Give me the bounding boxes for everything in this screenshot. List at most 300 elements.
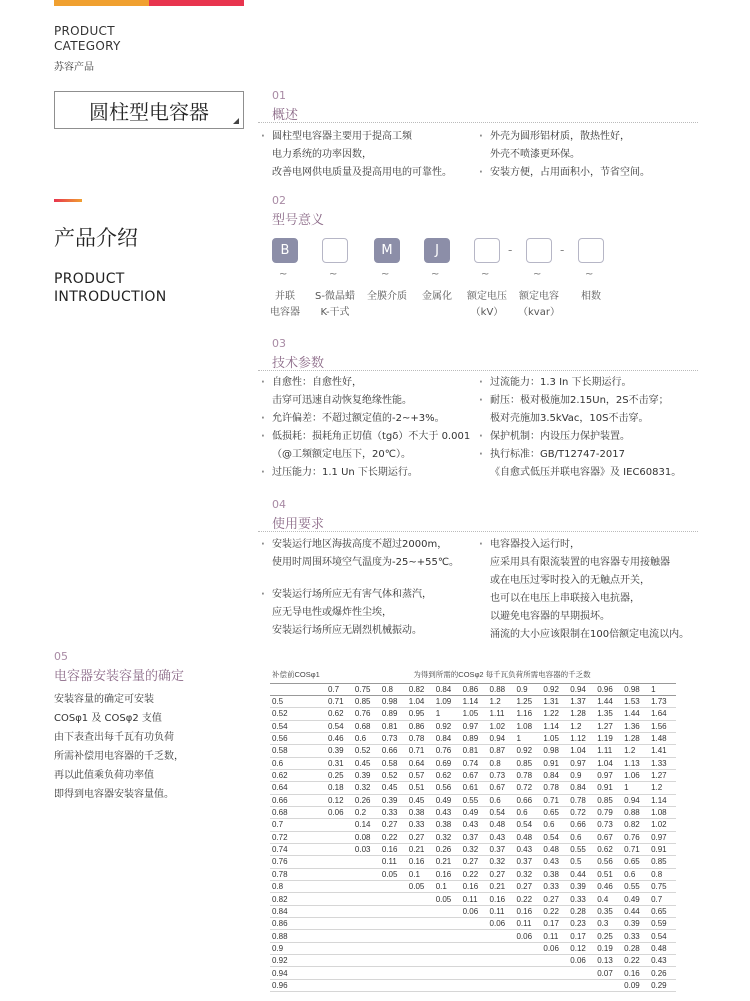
table-cell: 0.11 — [541, 930, 568, 942]
table-cell: 1.2 — [568, 720, 595, 732]
table-cell: 0.05 — [434, 893, 461, 905]
table-cell: 0.58 — [270, 745, 326, 757]
table-cell: 0.76 — [270, 856, 326, 868]
table-cell: 0.25 — [326, 769, 353, 781]
table-cell: 1.02 — [488, 720, 515, 732]
table-cell: 0.96 — [270, 979, 326, 991]
table-cell: 1.08 — [514, 720, 541, 732]
table-cell: 1.35 — [595, 708, 622, 720]
table-cell: 0.62 — [595, 843, 622, 855]
table-cell — [380, 955, 407, 967]
table-cell: 0.35 — [595, 905, 622, 917]
list-item: 电力系统的功率因数， — [272, 149, 372, 160]
table-cell: 1.44 — [622, 708, 649, 720]
table-cell: 0.76 — [353, 708, 380, 720]
table-cell: 0.27 — [514, 881, 541, 893]
table-cell: 0.67 — [595, 831, 622, 843]
table-row — [270, 905, 676, 917]
table-cell — [541, 979, 568, 991]
table-cell: 0.86 — [407, 720, 434, 732]
table-cell: 0.32 — [514, 868, 541, 880]
list-item: · 过流能力：1.3 In 下长期运行。 — [477, 374, 697, 392]
list-item: · 自愈性：自愈性好， — [259, 374, 477, 392]
table-cell — [326, 979, 353, 991]
tilde-mark: ~ — [381, 269, 390, 280]
table-cell: 1.06 — [622, 769, 649, 781]
table-cell: 0.5 — [568, 856, 595, 868]
table-cell: 0.56 — [595, 856, 622, 868]
table-cell: 0.28 — [622, 942, 649, 954]
table-cell: 0.07 — [595, 967, 622, 979]
section-01-divider — [258, 122, 698, 123]
table-cell — [407, 955, 434, 967]
table-cell: 0.78 — [270, 868, 326, 880]
table-row — [270, 708, 676, 720]
table-cell: 1.02 — [649, 819, 676, 831]
table-cell: 0.75 — [649, 881, 676, 893]
table-cell: 0.67 — [461, 769, 488, 781]
table-cell: 0.45 — [353, 757, 380, 769]
table-cell — [434, 955, 461, 967]
table-cell: 0.97 — [649, 831, 676, 843]
table-cell — [461, 979, 488, 991]
table-cell: 0.9 — [270, 942, 326, 954]
table-cell: 0.16 — [622, 967, 649, 979]
table-cell: 1.27 — [595, 720, 622, 732]
table-cell: 0.59 — [649, 918, 676, 930]
table-cell — [353, 967, 380, 979]
table-cell: 0.78 — [407, 732, 434, 744]
table-cell: 0.45 — [380, 782, 407, 794]
table-cell — [326, 930, 353, 942]
table-cell-cos2: 0.86 — [461, 683, 488, 695]
table-cell: 0.94 — [488, 732, 515, 744]
table-cell: 0.43 — [434, 806, 461, 818]
table-cell — [326, 918, 353, 930]
list-item: 涌流的大小应该限制在100倍额定电流以内。 — [490, 629, 690, 640]
list-item: · 保护机制：内设压力保护装置。 — [477, 428, 697, 446]
list-item: 安装运行场所应无剧烈机械振动。 — [272, 625, 422, 636]
table-cell — [514, 955, 541, 967]
table-cell: 0.85 — [595, 794, 622, 806]
table-cell: 0.16 — [461, 881, 488, 893]
table-cell: 1.11 — [488, 708, 515, 720]
table-cell: 0.39 — [380, 794, 407, 806]
tilde-mark: ~ — [585, 269, 594, 280]
list-item: · 电容器投入运行时， — [477, 536, 702, 554]
table-cell: 0.05 — [407, 881, 434, 893]
list-item: 应无导电性或爆炸性尘埃， — [272, 607, 392, 618]
table-row — [270, 769, 676, 781]
table-cell: 0.55 — [568, 843, 595, 855]
table-cell — [488, 955, 515, 967]
table-cell — [434, 918, 461, 930]
table-row — [270, 942, 676, 954]
table-cell: 0.21 — [488, 881, 515, 893]
table-cell: 0.85 — [649, 856, 676, 868]
table-cell — [434, 930, 461, 942]
table-cell: 0.61 — [461, 782, 488, 794]
table-row — [270, 782, 676, 794]
table-cell: 0.88 — [270, 930, 326, 942]
table-cell-cos2: 0.9 — [514, 683, 541, 695]
model-label-film: 全膜介质 — [367, 291, 407, 302]
table-cell: 0.43 — [514, 843, 541, 855]
table-cell — [353, 905, 380, 917]
table-cell: 0.39 — [326, 745, 353, 757]
table-cell: 0.51 — [595, 868, 622, 880]
table-cell: 0.67 — [488, 782, 515, 794]
list-item: · 执行标准：GB/T12747-2017 — [477, 446, 697, 464]
table-cell: 0.43 — [488, 831, 515, 843]
table-cell: 0.71 — [541, 794, 568, 806]
section-02-number: 02 — [272, 194, 286, 207]
table-cell: 0.65 — [622, 856, 649, 868]
table-cell: 0.54 — [514, 819, 541, 831]
intro-title-cn: 产品介绍 — [54, 226, 138, 250]
table-cell — [407, 979, 434, 991]
table-row — [270, 881, 676, 893]
table-cell: 0.43 — [461, 819, 488, 831]
table-cell: 0.62 — [270, 769, 326, 781]
table-cell: 0.11 — [514, 918, 541, 930]
table-cell: 0.95 — [407, 708, 434, 720]
table-cell: 0.22 — [514, 893, 541, 905]
intro-title-en: PRODUCT INTRODUCTION — [54, 271, 167, 305]
list-item: 外壳不喷漆更环保。 — [490, 149, 580, 160]
model-label-phase: 相数 — [581, 291, 601, 302]
table-cell: 1 — [622, 782, 649, 794]
table-cell: 0.6 — [353, 732, 380, 744]
list-item: · 安装方便，占用面积小，节省空间。 — [477, 164, 697, 182]
table-row-cos2 — [270, 683, 676, 695]
table-cell — [380, 918, 407, 930]
table-cell: 0.8 — [488, 757, 515, 769]
tilde-mark: ~ — [481, 269, 490, 280]
section-05-text: 安装容量的确定可安装 COSφ1 及 COSφ2 支值 由下表查出每千瓦有功负荷 所需补偿用电容器的千乏数， 再以此值乘负荷功率值 即得到电容器安装容量值。 — [54, 694, 184, 800]
top-accent-bar — [54, 0, 244, 6]
table-cell — [407, 905, 434, 917]
table-cell: 0.6 — [541, 819, 568, 831]
list-item: 使用时周围环境空气温度为-25~+55℃。 — [272, 557, 460, 568]
section-02-title: 型号意义 — [272, 213, 325, 228]
table-cell: 0.74 — [270, 843, 326, 855]
table-cell — [380, 979, 407, 991]
table-cell — [434, 942, 461, 954]
table-cell: 0.52 — [380, 769, 407, 781]
tilde-mark: ~ — [533, 269, 542, 280]
table-cell: 1.08 — [649, 806, 676, 818]
table-cell: 0.49 — [461, 806, 488, 818]
table-cell — [270, 683, 326, 695]
table-cell: 0.45 — [407, 794, 434, 806]
model-box-j: J — [424, 238, 450, 263]
table-cell — [326, 843, 353, 855]
table-cell: 0.49 — [434, 794, 461, 806]
table-cell: 0.66 — [568, 819, 595, 831]
table-cell: 0.88 — [622, 806, 649, 818]
table-cell-cos2: 0.8 — [380, 683, 407, 695]
section-01-title: 概述 — [272, 108, 299, 123]
table-cell — [407, 918, 434, 930]
table-cell: 0.33 — [407, 819, 434, 831]
table-row — [270, 843, 676, 855]
table-cell — [326, 942, 353, 954]
table-cell: 0.39 — [353, 769, 380, 781]
table-header-cos1: 补偿前COSφ1 — [270, 666, 326, 683]
table-cell: 0.66 — [380, 745, 407, 757]
table-cell: 0.55 — [622, 881, 649, 893]
table-cell: 0.06 — [514, 930, 541, 942]
table-cell: 0.76 — [434, 745, 461, 757]
corner-triangle-icon — [233, 118, 239, 124]
product-title: 圆柱型电容器 — [54, 91, 244, 129]
table-cell: 1.25 — [514, 695, 541, 707]
table-cell — [353, 979, 380, 991]
table-cell: 0.27 — [541, 893, 568, 905]
table-cell — [380, 967, 407, 979]
table-cell: 0.48 — [541, 843, 568, 855]
table-cell: 0.06 — [568, 955, 595, 967]
model-label-dielectric: S-微晶蜡 K-干式 — [315, 291, 355, 318]
table-cell — [326, 856, 353, 868]
table-cell: 0.33 — [622, 930, 649, 942]
tilde-mark: ~ — [279, 269, 288, 280]
table-cell: 1.13 — [622, 757, 649, 769]
table-cell: 0.97 — [568, 757, 595, 769]
table-row — [270, 720, 676, 732]
table-cell: 0.27 — [488, 868, 515, 880]
table-cell — [434, 967, 461, 979]
table-cell: 0.06 — [461, 905, 488, 917]
table-cell: 0.06 — [488, 918, 515, 930]
table-cell: 0.98 — [380, 695, 407, 707]
intro-accent-line — [54, 199, 82, 202]
table-cell: 0.18 — [326, 782, 353, 794]
table-cell: 0.54 — [326, 720, 353, 732]
table-cell: 0.66 — [270, 794, 326, 806]
table-cell: 0.38 — [541, 868, 568, 880]
table-cell: 0.46 — [326, 732, 353, 744]
table-cell — [568, 979, 595, 991]
table-cell: 0.06 — [541, 942, 568, 954]
list-item: 以避免电容器的早期损坏。 — [490, 611, 610, 622]
table-cell: 0.32 — [461, 843, 488, 855]
table-row — [270, 806, 676, 818]
table-cell: 0.91 — [649, 843, 676, 855]
table-cell: 0.27 — [407, 831, 434, 843]
category-cn: 苏容产品 — [54, 62, 94, 73]
table-cell: 0.16 — [514, 905, 541, 917]
table-cell: 0.19 — [595, 942, 622, 954]
table-cell-cos2: 0.92 — [541, 683, 568, 695]
table-cell: 1.04 — [568, 745, 595, 757]
table-cell: 0.33 — [541, 881, 568, 893]
table-cell: 0.85 — [514, 757, 541, 769]
section-04-title: 使用要求 — [272, 517, 325, 532]
table-cell: 0.66 — [514, 794, 541, 806]
list-item: · 圆柱型电容器主要用于提高工频 — [259, 128, 474, 146]
table-cell: 0.2 — [353, 806, 380, 818]
table-cell: 0.6 — [568, 831, 595, 843]
table-row — [270, 856, 676, 868]
list-item: · 过压能力：1.1 Un 下长期运行。 — [259, 464, 477, 482]
section-04-right-list — [477, 536, 702, 644]
table-cell: 1.2 — [649, 782, 676, 794]
table-row — [270, 893, 676, 905]
list-item: 应采用具有限流装置的电容器专用接触器 — [490, 557, 670, 568]
table-row — [270, 831, 676, 843]
table-cell — [541, 955, 568, 967]
table-cell: 0.84 — [541, 769, 568, 781]
table-cell — [407, 942, 434, 954]
table-cell: 0.11 — [488, 905, 515, 917]
table-cell — [326, 905, 353, 917]
table-cell — [461, 955, 488, 967]
table-cell: 0.56 — [434, 782, 461, 794]
table-cell: 0.14 — [353, 819, 380, 831]
list-item: · 耐压：极对极施加2.15Un，2S不击穿； — [477, 392, 697, 410]
table-cell: 0.28 — [568, 905, 595, 917]
model-box-dielectric — [322, 238, 348, 263]
table-row — [270, 757, 676, 769]
table-cell: 1.14 — [649, 794, 676, 806]
table-cell: 0.79 — [595, 806, 622, 818]
table-cell — [514, 979, 541, 991]
table-cell: 0.91 — [541, 757, 568, 769]
table-cell — [434, 905, 461, 917]
table-cell: 1.05 — [541, 732, 568, 744]
table-cell: 0.62 — [326, 708, 353, 720]
table-cell — [326, 819, 353, 831]
table-cell: 0.81 — [461, 745, 488, 757]
table-cell-cos2: 0.82 — [407, 683, 434, 695]
table-row — [270, 794, 676, 806]
table-cell: 0.43 — [649, 955, 676, 967]
table-cell: 0.37 — [461, 831, 488, 843]
table-cell: 1.33 — [649, 757, 676, 769]
table-cell: 0.48 — [514, 831, 541, 843]
table-cell: 0.9 — [568, 769, 595, 781]
table-cell: 0.58 — [380, 757, 407, 769]
table-cell-cos2: 0.96 — [595, 683, 622, 695]
table-cell — [380, 905, 407, 917]
table-cell: 0.23 — [568, 918, 595, 930]
capacitor-table — [270, 666, 676, 992]
table-cell: 0.11 — [461, 893, 488, 905]
table-cell: 0.03 — [353, 843, 380, 855]
table-row — [270, 918, 676, 930]
table-cell: 0.49 — [622, 893, 649, 905]
table-cell: 0.38 — [434, 819, 461, 831]
table-cell-cos2: 0.98 — [622, 683, 649, 695]
table-cell: 1.11 — [595, 745, 622, 757]
table-row — [270, 955, 676, 967]
table-cell: 1.04 — [407, 695, 434, 707]
table-cell: 0.91 — [595, 782, 622, 794]
table-cell-cos2: 0.7 — [326, 683, 353, 695]
table-cell — [434, 979, 461, 991]
table-cell: 1 — [434, 708, 461, 720]
table-cell: 0.21 — [407, 843, 434, 855]
table-cell-cos2: 0.88 — [488, 683, 515, 695]
list-item: 《自愈式低压并联电容器》及 IEC60831。 — [490, 467, 682, 478]
table-cell: 0.1 — [434, 881, 461, 893]
table-cell — [568, 967, 595, 979]
table-cell: 1.31 — [541, 695, 568, 707]
table-cell: 0.78 — [541, 782, 568, 794]
table-cell: 0.56 — [270, 732, 326, 744]
table-cell: 0.29 — [649, 979, 676, 991]
table-cell: 0.09 — [622, 979, 649, 991]
table-cell: 0.71 — [326, 695, 353, 707]
table-cell: 1.73 — [649, 695, 676, 707]
table-cell: 0.06 — [326, 806, 353, 818]
table-cell: 1.12 — [568, 732, 595, 744]
model-label-capacity: 额定电容 （kvar） — [518, 291, 560, 318]
table-cell: 0.54 — [649, 930, 676, 942]
list-item: · 低损耗：损耗角正切值（tgδ）不大于 0.001 — [259, 428, 477, 446]
table-cell: 1.56 — [649, 720, 676, 732]
table-cell — [326, 967, 353, 979]
table-row — [270, 979, 676, 991]
table-cell — [461, 930, 488, 942]
table-cell: 1.22 — [541, 708, 568, 720]
table-cell: 0.52 — [353, 745, 380, 757]
table-cell: 0.84 — [270, 905, 326, 917]
section-04-left-list — [259, 536, 477, 640]
table-cell: 0.62 — [434, 769, 461, 781]
table-cell: 0.21 — [434, 856, 461, 868]
table-cell-cos2: 0.94 — [568, 683, 595, 695]
table-cell: 1.16 — [514, 708, 541, 720]
table-cell: 0.52 — [270, 708, 326, 720]
table-cell: 1.09 — [434, 695, 461, 707]
table-cell: 0.69 — [434, 757, 461, 769]
table-cell: 1.36 — [622, 720, 649, 732]
table-cell: 0.82 — [622, 819, 649, 831]
table-cell: 1 — [514, 732, 541, 744]
section-01-right-list — [477, 128, 697, 182]
tilde-mark: ~ — [329, 269, 338, 280]
table-cell: 1.2 — [488, 695, 515, 707]
table-body — [270, 683, 676, 992]
section-03-divider — [258, 370, 698, 371]
list-item: · 安装运行场所应无有害气体和蒸汽， — [259, 586, 477, 604]
table-cell: 1.28 — [622, 732, 649, 744]
table-cell: 1.2 — [622, 745, 649, 757]
table-cell: 0.8 — [270, 881, 326, 893]
table-cell: 1.48 — [649, 732, 676, 744]
table-cell: 0.7 — [649, 893, 676, 905]
table-cell: 0.72 — [514, 782, 541, 794]
section-03-left-list — [259, 374, 477, 482]
model-dash: - — [508, 243, 513, 257]
table-cell: 0.39 — [622, 918, 649, 930]
table-cell — [488, 930, 515, 942]
model-label-voltage: 额定电压 （kV） — [467, 291, 507, 318]
table-cell: 0.87 — [488, 745, 515, 757]
list-item: · 安装运行地区海拔高度不超过2000m， — [259, 536, 477, 554]
table-cell: 0.26 — [353, 794, 380, 806]
table-cell: 0.51 — [407, 782, 434, 794]
table-cell: 0.25 — [595, 930, 622, 942]
table-cell: 0.7 — [270, 819, 326, 831]
table-cell: 0.39 — [568, 881, 595, 893]
table-cell — [380, 881, 407, 893]
table-cell — [326, 868, 353, 880]
table-cell: 0.73 — [380, 732, 407, 744]
